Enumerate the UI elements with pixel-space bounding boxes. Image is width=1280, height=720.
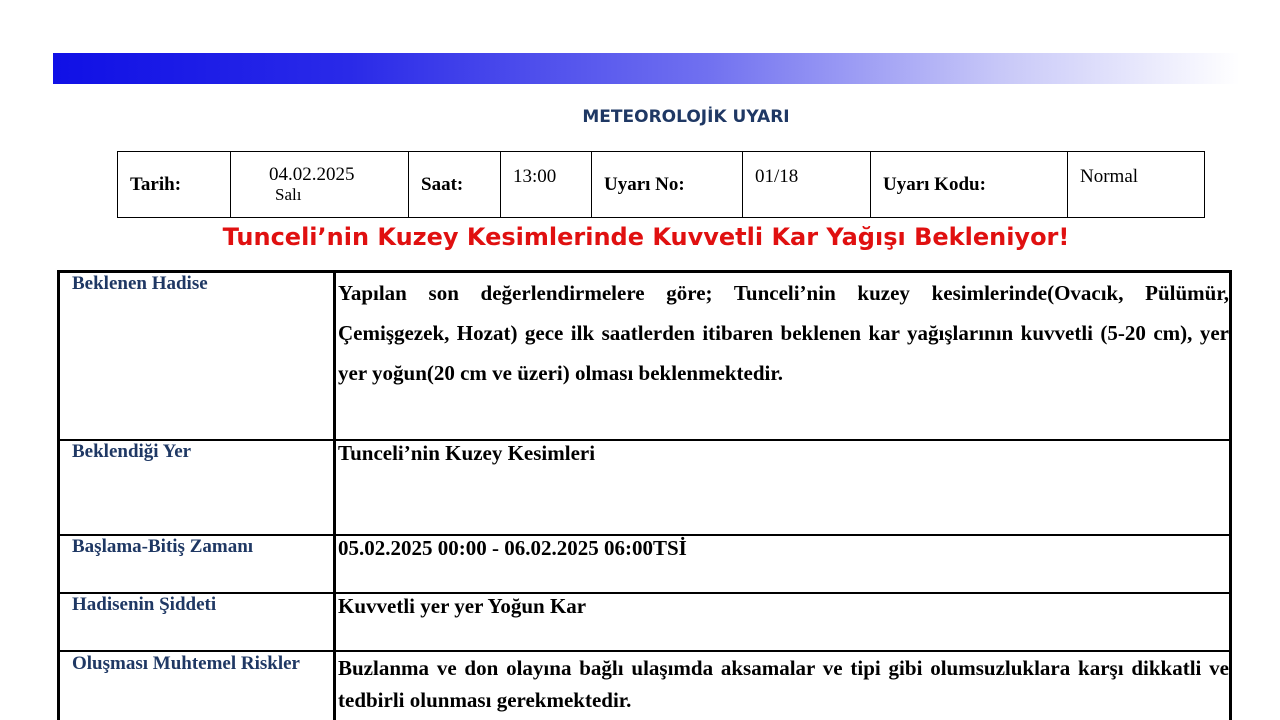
severity-value: Kuvvetli yer yer Yoğun Kar	[335, 593, 1231, 651]
details-row-expected-event	[59, 272, 1231, 440]
warning-headline: Tunceli’nin Kuzey Kesimlerinde Kuvvetli Kar Yağışı Bekleniyor!	[222, 223, 1070, 251]
warning-code-label: Uyarı Kodu:	[871, 152, 1068, 218]
time-range-label: Başlama-Bitiş Zamanı	[59, 535, 335, 593]
warning-details-table	[57, 270, 1232, 720]
details-row-risks	[59, 651, 1231, 720]
details-row-location	[59, 440, 1231, 535]
expected-event-value: Yapılan son değerlendirmelere göre; Tunceli’nin kuzey kesimlerinde(Ovacık, Pülümür, Çemişgezek, Hozat) gece ilk saatlerden itibaren beklenen kar yağışlarının kuvvetli (5-20 cm), yer yer yoğun(20 cm ve üzeri) olması beklenmektedir.	[335, 272, 1231, 440]
document-title: METEOROLOJİK UYARI	[582, 107, 790, 127]
details-row-time-range	[59, 535, 1231, 593]
day-value: Salı	[275, 185, 302, 204]
warning-code-value: Normal	[1068, 152, 1205, 218]
risks-value: Buzlanma ve don olayına bağlı ulaşımda aksamalar ve tipi gibi olumsuzluklara karşı dikkatli ve tedbirli olunması gerekmektedir.	[335, 651, 1231, 720]
warning-info-table	[117, 151, 1205, 218]
time-label: Saat:	[409, 152, 501, 218]
warning-no-label: Uyarı No:	[592, 152, 743, 218]
details-row-severity	[59, 593, 1231, 651]
severity-label: Hadisenin Şiddeti	[59, 593, 335, 651]
header-banner	[53, 53, 1240, 84]
warning-no-value: 01/18	[743, 152, 871, 218]
time-range-value: 05.02.2025 00:00 - 06.02.2025 06:00TSİ	[335, 535, 1231, 593]
date-value: 04.02.2025	[269, 164, 355, 185]
risks-label: Oluşması Muhtemel Riskler	[59, 651, 335, 720]
time-value: 13:00	[501, 152, 592, 218]
date-label: Tarih:	[118, 152, 231, 218]
date-cell	[231, 152, 409, 218]
expected-event-label: Beklenen Hadise	[59, 272, 335, 440]
location-label: Beklendiği Yer	[59, 440, 335, 535]
location-value: Tunceli’nin Kuzey Kesimleri	[335, 440, 1231, 535]
